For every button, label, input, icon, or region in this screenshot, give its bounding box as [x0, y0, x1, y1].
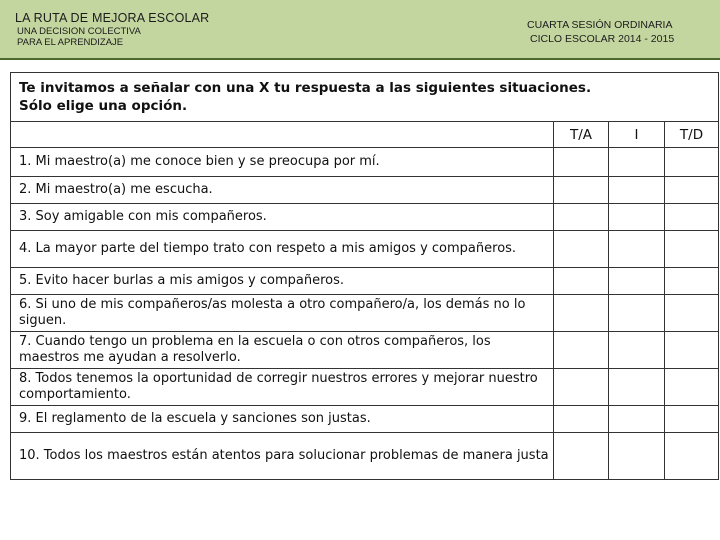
question-row	[11, 332, 719, 369]
answer-cell-ta[interactable]	[554, 332, 609, 369]
answer-cell-ta[interactable]	[554, 268, 609, 295]
question-text: 3. Soy amigable con mis compañeros.	[11, 204, 554, 231]
question-text: 8. Todos tenemos la oportunidad de corregir nuestros errores y mejorar nuestro comportamiento.	[11, 369, 554, 406]
answer-cell-td[interactable]	[665, 433, 719, 480]
question-row	[11, 406, 719, 433]
question-row	[11, 369, 719, 406]
answer-cell-ta[interactable]	[554, 295, 609, 332]
program-subtitle-line2: PARA EL APRENDIZAJE	[17, 37, 124, 48]
answer-cell-i[interactable]	[609, 177, 665, 204]
header-i: I	[609, 122, 665, 148]
answer-cell-td[interactable]	[665, 177, 719, 204]
header-question-cell	[11, 122, 554, 148]
answer-cell-ta[interactable]	[554, 406, 609, 433]
question-row	[11, 268, 719, 295]
instruction-row	[11, 73, 719, 122]
answer-cell-td[interactable]	[665, 231, 719, 268]
answer-cell-td[interactable]	[665, 332, 719, 369]
answer-cell-td[interactable]	[665, 148, 719, 177]
header-td: T/D	[665, 122, 719, 148]
question-row	[11, 177, 719, 204]
question-text: 2. Mi maestro(a) me escucha.	[11, 177, 554, 204]
answer-cell-i[interactable]	[609, 369, 665, 406]
program-subtitle-line1: UNA DECISION COLECTIVA	[17, 26, 141, 37]
answer-cell-td[interactable]	[665, 406, 719, 433]
survey-table	[10, 72, 719, 480]
answer-cell-i[interactable]	[609, 148, 665, 177]
answer-cell-ta[interactable]	[554, 433, 609, 480]
program-title: LA RUTA DE MEJORA ESCOLAR	[15, 11, 210, 25]
answer-cell-i[interactable]	[609, 204, 665, 231]
question-text: 7. Cuando tengo un problema en la escuela o con otros compañeros, los maestros me ayudan a resolverlo.	[11, 332, 554, 369]
answer-cell-td[interactable]	[665, 204, 719, 231]
question-text: 4. La mayor parte del tiempo trato con respeto a mis amigos y compañeros.	[11, 231, 554, 268]
answer-cell-i[interactable]	[609, 332, 665, 369]
column-header-row	[11, 122, 719, 148]
instruction-line1: Te invitamos a señalar con una X tu respuesta a las siguientes situaciones.	[19, 80, 592, 96]
session-label: CUARTA SESIÓN ORDINARIA	[527, 19, 673, 31]
answer-cell-ta[interactable]	[554, 177, 609, 204]
answer-cell-i[interactable]	[609, 406, 665, 433]
answer-cell-ta[interactable]	[554, 231, 609, 268]
question-text: 9. El reglamento de la escuela y sanciones son justas.	[11, 406, 554, 433]
answer-cell-td[interactable]	[665, 295, 719, 332]
header-banner	[0, 0, 720, 60]
question-row	[11, 148, 719, 177]
answer-cell-i[interactable]	[609, 231, 665, 268]
answer-cell-td[interactable]	[665, 268, 719, 295]
question-row	[11, 231, 719, 268]
answer-cell-i[interactable]	[609, 433, 665, 480]
answer-cell-i[interactable]	[609, 295, 665, 332]
question-text: 5. Evito hacer burlas a mis amigos y compañeros.	[11, 268, 554, 295]
answer-cell-i[interactable]	[609, 268, 665, 295]
question-row	[11, 433, 719, 480]
answer-cell-ta[interactable]	[554, 369, 609, 406]
question-row	[11, 204, 719, 231]
instruction-line2: Sólo elige una opción.	[19, 98, 188, 114]
answer-cell-td[interactable]	[665, 369, 719, 406]
question-text: 1. Mi maestro(a) me conoce bien y se preocupa por mí.	[11, 148, 554, 177]
question-text: 10. Todos los maestros están atentos para solucionar problemas de manera justa	[11, 433, 554, 480]
question-text: 6. Si uno de mis compañeros/as molesta a otro compañero/a, los demás no lo siguen.	[11, 295, 554, 332]
instruction-cell	[11, 73, 719, 122]
answer-cell-ta[interactable]	[554, 148, 609, 177]
answer-cell-ta[interactable]	[554, 204, 609, 231]
question-row	[11, 295, 719, 332]
header-ta: T/A	[554, 122, 609, 148]
school-year-label: CICLO ESCOLAR 2014 - 2015	[530, 33, 675, 45]
